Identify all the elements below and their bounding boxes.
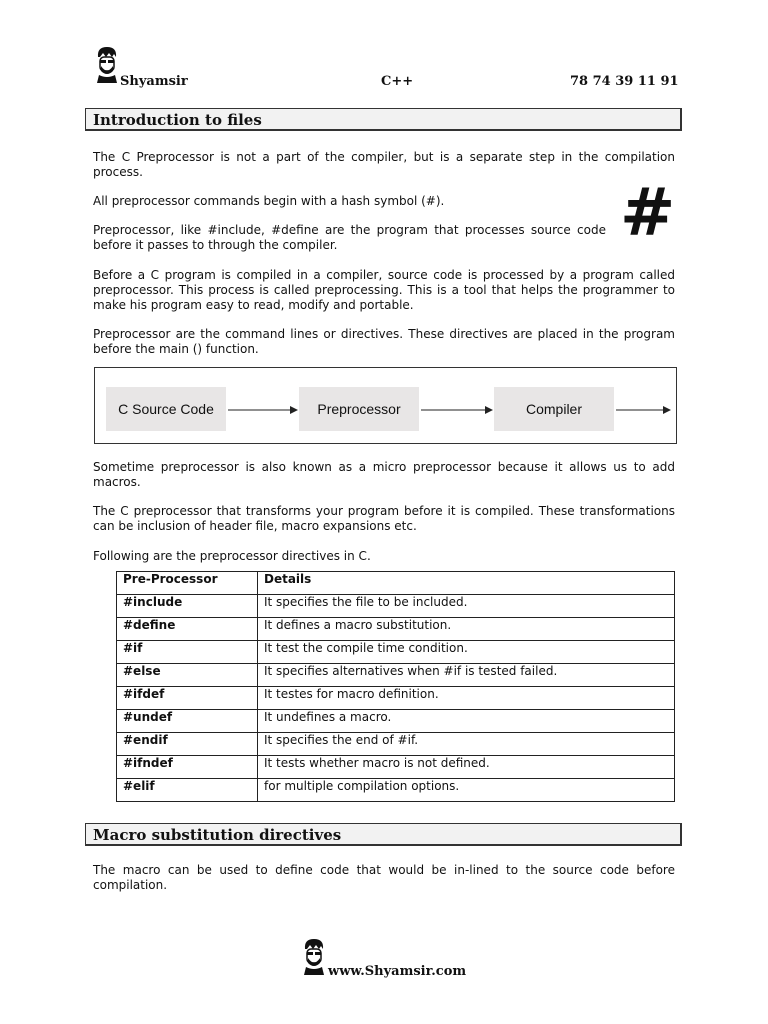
paragraph: Before a C program is compiled in a compiler, source code is processed by a program called preprocessor. This process is called preprocessing. This is a tool that helps the programmer to make his program easy to read, modify and portable.: [93, 268, 675, 312]
directive-cell: #if: [117, 641, 258, 664]
paragraph: The C Preprocessor is not a part of the compiler, but is a separate step in the compilation process.: [93, 150, 675, 179]
footer-website-link[interactable]: www.Shyamsir.com: [328, 964, 467, 979]
paragraph: Preprocessor are the command lines or directives. These directives are placed in the program before the main () function.: [93, 327, 675, 356]
table-row: [117, 664, 675, 687]
directive-cell: #elif: [117, 779, 258, 802]
flow-step-source-code: C Source Code: [106, 387, 226, 431]
paragraph: Preprocessor, like #include, #define are the program that processes source code before it passes to through the compiler.: [93, 223, 606, 252]
table-row: [117, 641, 675, 664]
directive-cell: #define: [117, 618, 258, 641]
details-cell: It specifies the end of #if.: [258, 733, 675, 756]
details-cell: It tests whether macro is not defined.: [258, 756, 675, 779]
paragraph: Sometime preprocessor is also known as a micro preprocessor because it allows us to add macros.: [93, 460, 675, 489]
section-title-text: Introduction to files: [93, 111, 262, 129]
table-row: [117, 779, 675, 802]
directive-cell: #include: [117, 595, 258, 618]
column-header: Details: [258, 572, 675, 595]
directive-cell: #ifdef: [117, 687, 258, 710]
details-cell: for multiple compilation options.: [258, 779, 675, 802]
section-title-macro-substitution: [85, 823, 682, 846]
table-row: [117, 595, 675, 618]
author-name: Shyamsir: [120, 74, 188, 89]
subject-label: C++: [381, 74, 414, 89]
avatar-logo: [95, 45, 119, 85]
details-cell: It specifies the file to be included.: [258, 595, 675, 618]
hash-symbol-icon: #: [620, 174, 676, 251]
table-header-row: [117, 572, 675, 595]
details-cell: It undefines a macro.: [258, 710, 675, 733]
paragraph: Following are the preprocessor directives in C.: [93, 549, 371, 563]
table-row: [117, 687, 675, 710]
paragraph: All preprocessor commands begin with a hash symbol (#).: [93, 194, 445, 208]
column-header: Pre-Processor: [117, 572, 258, 595]
table-row: [117, 618, 675, 641]
preprocessor-directives-table: [116, 571, 675, 802]
flow-step-preprocessor: Preprocessor: [299, 387, 419, 431]
section-title-introduction: [85, 108, 682, 131]
paragraph: The macro can be used to define code that would be in-lined to the source code before compilation.: [93, 863, 675, 892]
details-cell: It defines a macro substitution.: [258, 618, 675, 641]
table-row: [117, 733, 675, 756]
directive-cell: #else: [117, 664, 258, 687]
footer-avatar-logo: [302, 937, 326, 977]
flow-arrows: [95, 368, 676, 443]
phone-number: 78 74 39 11 91: [570, 74, 679, 89]
preprocessor-flow-diagram: [94, 367, 677, 444]
directive-cell: #endif: [117, 733, 258, 756]
section-title-text: Macro substitution directives: [93, 826, 342, 844]
details-cell: It test the compile time condition.: [258, 641, 675, 664]
flow-step-compiler: Compiler: [494, 387, 614, 431]
directive-cell: #ifndef: [117, 756, 258, 779]
table-row: [117, 710, 675, 733]
directive-cell: #undef: [117, 710, 258, 733]
details-cell: It testes for macro definition.: [258, 687, 675, 710]
paragraph: The C preprocessor that transforms your program before it is compiled. These transformations can be inclusion of header file, macro expansions etc.: [93, 504, 675, 533]
details-cell: It specifies alternatives when #if is tested failed.: [258, 664, 675, 687]
table-row: [117, 756, 675, 779]
